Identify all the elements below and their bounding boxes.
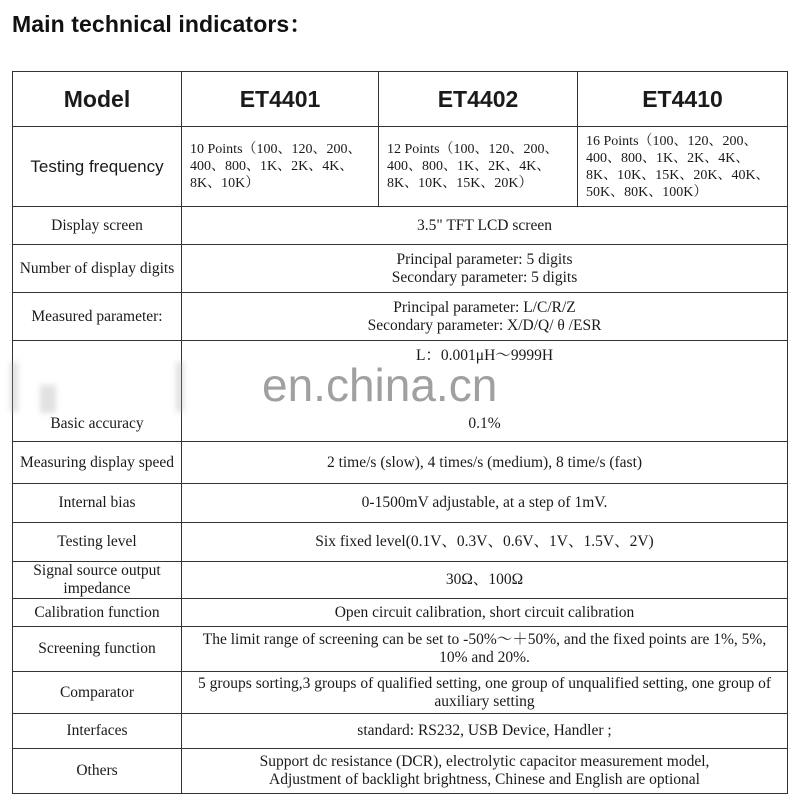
table-row [13,627,788,672]
table-row [13,562,788,599]
row-label: Interfaces [13,714,182,749]
row-label: Measuring display speed [13,442,182,484]
row-value: 2 time/s (slow), 4 times/s (medium), 8 time/s (fast) [182,442,788,484]
row-label: Number of display digits [13,245,182,293]
table-row [13,127,788,207]
row-label: Display screen [13,207,182,245]
freq-et4410: 16 Points（100、120、200、400、800、1K、2K、4K、8K、10K、15K、20K、40K、50K、80K、100K） [578,127,788,207]
model-header: Model [13,72,182,127]
row-label: Calibration function [13,599,182,627]
spec-table [12,71,788,794]
table-row [13,442,788,484]
value-line: Secondary parameter: 5 digits [391,268,578,286]
table-row [13,672,788,714]
watermark-smudge [40,385,56,413]
table-header-row [13,72,788,127]
table-row [13,523,788,562]
table-row [13,293,788,341]
row-label: Testing frequency [13,127,182,207]
row-value: standard: RS232, USB Device, Handler ; [182,714,788,749]
row-value: 0-1500mV adjustable, at a step of 1mV. [182,484,788,523]
row-label: Measured parameter: [13,293,182,341]
value-line: Principal parameter: 5 digits [396,250,573,268]
row-value: 5 groups sorting,3 groups of qualified setting, one group of unqualified setting, one group of auxiliary setting [182,672,788,714]
row-value: The limit range of screening can be set to -50%～＋50%, and the fixed points are 1%, 5%, 10% and 20%. [182,627,788,672]
row-value [182,245,788,293]
row-value: Open circuit calibration, short circuit calibration [182,599,788,627]
freq-et4402: 12 Points（100、120、200、400、800、1K、2K、4K、8K、10K、15K、20K） [379,127,578,207]
row-value: Six fixed level(0.1V、0.3V、0.6V、1V、1.5V、2V) [182,523,788,562]
watermark-smudge [10,362,18,412]
table-row [13,484,788,523]
value-line: Principal parameter: L/C/R/Z [393,298,576,316]
watermark: en.china.cn [262,359,498,411]
row-label: Internal bias [13,484,182,523]
value-line: L：0.001μH～9999H [415,347,554,364]
row-label: Comparator [13,672,182,714]
value-line: Adjustment of backlight brightness, Chinese and English are optional [269,771,700,788]
row-label: Basic accuracy [13,341,182,442]
table-row [13,207,788,245]
row-label: Signal source output impedance [13,562,182,599]
page-title: Main technical indicators： [12,11,313,37]
row-label: Others [13,749,182,794]
table-row [13,599,788,627]
model-et4401: ET4401 [182,72,379,127]
row-value: 30Ω、100Ω [182,562,788,599]
model-et4402: ET4402 [379,72,578,127]
row-label: Screening function [13,627,182,672]
row-value: 3.5" TFT LCD screen [182,207,788,245]
row-value [182,293,788,341]
value-line: 0.1% [468,415,501,432]
watermark-smudge [176,362,184,412]
table-row [13,245,788,293]
row-label: Testing level [13,523,182,562]
model-et4410: ET4410 [578,72,788,127]
value-line: Secondary parameter: X/D/Q/ θ /ESR [367,316,602,334]
table-row [13,749,788,794]
freq-et4401: 10 Points（100、120、200、400、800、1K、2K、4K、8K、10K） [182,127,379,207]
row-value [182,749,788,794]
value-line: Support dc resistance (DCR), electrolytic capacitor measurement model, [259,753,710,770]
table-row [13,714,788,749]
